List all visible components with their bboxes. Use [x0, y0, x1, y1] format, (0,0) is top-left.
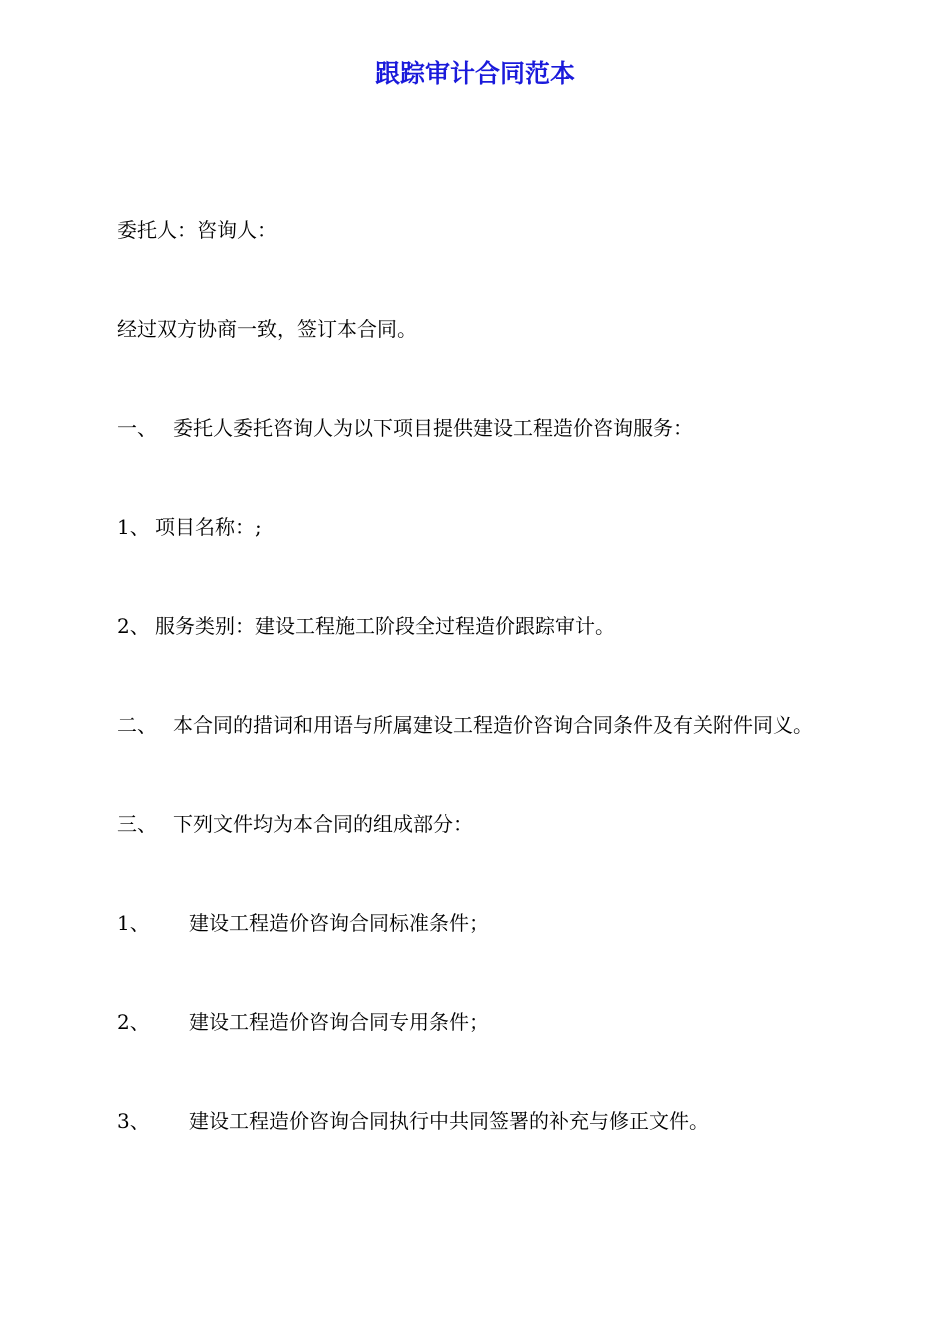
parties-line: 委托人：咨询人：: [117, 218, 277, 242]
clause-3: [117, 810, 473, 838]
document-item-1: [117, 909, 489, 937]
clause-text: 本合同的措词和用语与所属建设工程造价咨询合同条件及有关附件同义。: [173, 713, 813, 737]
document-item-3: [117, 1107, 709, 1135]
item-text: 建设工程造价咨询合同执行中共同签署的补充与修正文件。: [189, 1109, 709, 1133]
item-text: 项目名称：;: [155, 515, 262, 539]
clause-2: [117, 711, 813, 739]
document-item-2: [117, 1008, 489, 1036]
item-number: 1、: [117, 515, 150, 539]
clause-number: 一、: [117, 416, 157, 440]
clause-number: 三、: [117, 812, 157, 836]
item-number: 1、: [117, 911, 150, 935]
item-text: 建设工程造价咨询合同标准条件；: [189, 911, 489, 935]
item-text: 服务类别：建设工程施工阶段全过程造价跟踪审计。: [155, 614, 615, 638]
clause-1: [117, 414, 693, 442]
clause-text: 下列文件均为本合同的组成部分：: [173, 812, 473, 836]
document-title: 跟踪审计合同范本: [374, 59, 575, 88]
clause-text: 委托人委托咨询人为以下项目提供建设工程造价咨询服务：: [173, 416, 693, 440]
project-item-2: [117, 612, 615, 640]
item-text: 建设工程造价咨询合同专用条件；: [189, 1010, 489, 1034]
item-number: 2、: [117, 614, 150, 638]
item-number: 3、: [117, 1109, 150, 1133]
project-item-1: [117, 513, 262, 541]
item-number: 2、: [117, 1010, 150, 1034]
clause-number: 二、: [117, 713, 157, 737]
intro-line: 经过双方协商一致，签订本合同。: [117, 317, 417, 341]
